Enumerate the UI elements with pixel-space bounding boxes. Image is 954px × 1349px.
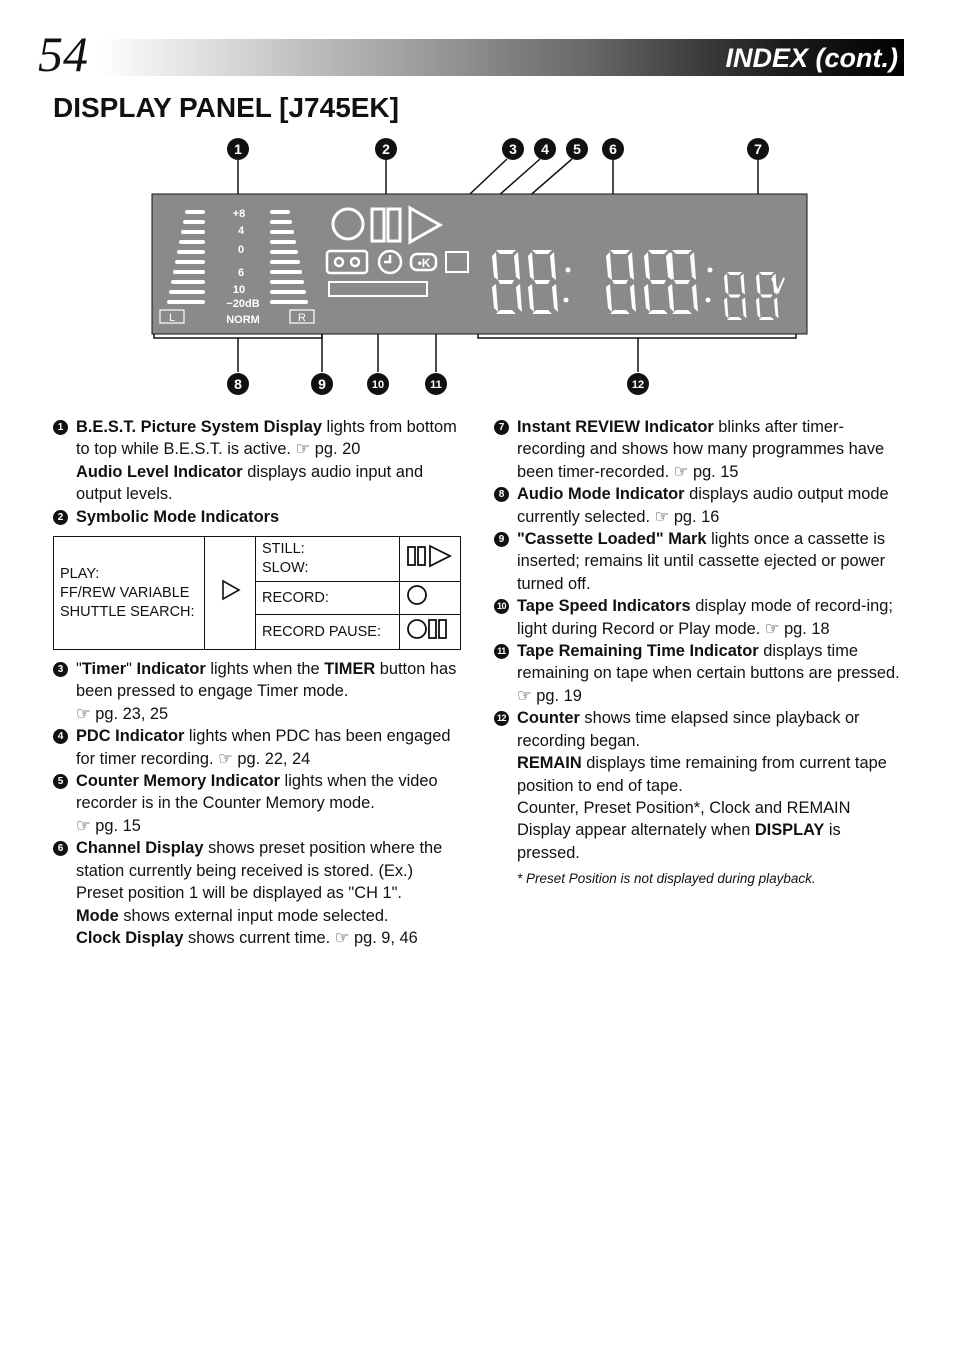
svg-text:L: L (168, 312, 176, 324)
symbolic-mode-table: PLAY: FF/REW VARIABLE SHUTTLE SEARCH: STILL: SLOW: RECORD: RECORD PAUSE: (53, 536, 461, 650)
svg-text:11: 11 (430, 379, 442, 391)
callout-11 (425, 373, 447, 395)
svg-text:−20dB: −20dB (226, 298, 260, 310)
svg-text:4: 4 (237, 225, 245, 237)
item-title: Audio Level Indicator (76, 462, 243, 481)
number-badge: 2 (53, 510, 68, 525)
svg-text:7: 7 (754, 141, 762, 157)
number-badge: 7 (494, 420, 509, 435)
right-column (494, 416, 904, 888)
svg-text:8: 8 (234, 376, 242, 392)
callout-3 (502, 138, 524, 160)
svg-text:6: 6 (237, 267, 245, 279)
svg-text:6: 6 (609, 141, 617, 157)
number-badge: 8 (494, 487, 509, 502)
callout-10 (367, 373, 389, 395)
svg-text:4: 4 (541, 141, 549, 157)
item-title: Symbolic Mode Indicators (76, 507, 280, 526)
callout-9 (311, 373, 333, 395)
record-icon (406, 584, 430, 606)
callout-6 (602, 138, 624, 160)
svg-text:0: 0 (237, 244, 245, 256)
footnote: * Preset Position is not displayed during playback. (517, 871, 816, 887)
svg-text:9: 9 (318, 376, 326, 392)
svg-text:5: 5 (573, 141, 581, 157)
page-reference: ☞ pg. 22, 24 (218, 750, 310, 768)
item-12: 12 Counter shows time elapsed since playback or recording began. REMAIN displays time remaining from current tape position to end of tape. Counter, Preset Position*, Clock and REMAIN Display appear alternately when DISPLAY is pressed. (494, 707, 904, 864)
callout-1 (227, 138, 249, 160)
number-badge: 3 (53, 662, 68, 677)
page-reference: ☞ pg. 15 (76, 815, 461, 837)
item-4: 4 PDC Indicator lights when PDC has been engaged for timer recording. ☞ pg. 22, 24 (53, 725, 461, 770)
page-reference: ☞ pg. 19 (517, 687, 582, 705)
display-panel (152, 194, 807, 334)
svg-text:1: 1 (234, 141, 242, 157)
callout-12 (627, 373, 649, 395)
record-pause-icon (406, 617, 454, 641)
item-6: 6 Channel Display shows preset position where the station currently being received is stored. (Ex.) Preset position 1 will be displayed as "CH 1". Mode shows external input mode selected. Clock Display shows current time. ☞ pg. 9, 46 (53, 837, 461, 949)
header-title: INDEX (cont.) (725, 43, 898, 73)
number-badge: 1 (53, 420, 68, 435)
svg-text:10: 10 (232, 284, 246, 296)
number-badge: 9 (494, 532, 509, 547)
svg-text:R: R (298, 312, 306, 324)
svg-text:12: 12 (631, 379, 645, 391)
item-9: 9 "Cassette Loaded" Mark lights once a cassette is inserted; remains lit until cassette ejected or power turned off. (494, 528, 904, 595)
page-reference: ☞ pg. 15 (674, 463, 739, 481)
item-7: 7 Instant REVIEW Indicator blinks after timer-recording and shows how many programmes have been timer-recorded. ☞ pg. 15 (494, 416, 904, 483)
item-1: 1 B.E.S.T. Picture System Display lights from bottom to top while B.E.S.T. is active. ☞ pg. 20 Audio Level Indicator displays audio input and output levels. (53, 416, 461, 506)
callout-7 (747, 138, 769, 160)
section-title: DISPLAY PANEL [J745EK] (53, 92, 399, 123)
left-column (53, 416, 461, 949)
svg-text:+8: +8 (232, 208, 246, 220)
callout-8 (227, 373, 249, 395)
number-badge: 11 (494, 644, 509, 659)
display-panel-diagram (0, 130, 954, 400)
svg-text:2: 2 (382, 141, 390, 157)
svg-text:3: 3 (509, 141, 517, 157)
number-badge: 12 (494, 711, 509, 726)
item-8: 8 Audio Mode Indicator displays audio output mode currently selected. ☞ pg. 16 (494, 483, 904, 528)
item-5: 5 Counter Memory Indicator lights when the video recorder is in the Counter Memory mode. ☞ pg. 15 (53, 770, 461, 837)
page-number: 54 (38, 26, 88, 82)
svg-text:•K: •K (417, 256, 431, 270)
item-title: B.E.S.T. Picture System Display (76, 418, 322, 436)
play-icon (219, 579, 241, 601)
item-10: 10 Tape Speed Indicators display mode of record-ing; light during Record or Play mode. ☞ pg. 18 (494, 595, 904, 640)
item-3: 3 "Timer" Indicator lights when the TIMER button has been pressed to engage Timer mode. ☞ pg. 23, 25 (53, 658, 461, 725)
number-badge: 10 (494, 599, 509, 614)
callout-4 (534, 138, 556, 160)
callout-2 (375, 138, 397, 160)
number-badge: 6 (53, 841, 68, 856)
page-reference: ☞ pg. 9, 46 (335, 929, 418, 947)
page-reference: ☞ pg. 16 (655, 508, 720, 526)
svg-text:10: 10 (371, 379, 385, 391)
page-reference: ☞ pg. 20 (296, 440, 361, 458)
svg-text:NORM: NORM (226, 314, 260, 326)
number-badge: 5 (53, 774, 68, 789)
pause-play-icon (406, 544, 454, 568)
number-badge: 4 (53, 729, 68, 744)
callout-5 (566, 138, 588, 160)
item-2 (53, 506, 461, 528)
page-reference: ☞ pg. 18 (765, 620, 830, 638)
page-reference: ☞ pg. 23, 25 (76, 703, 461, 725)
item-11: 11 Tape Remaining Time Indicator displays time remaining on tape when certain buttons are pressed. ☞ pg. 19 (494, 640, 904, 707)
